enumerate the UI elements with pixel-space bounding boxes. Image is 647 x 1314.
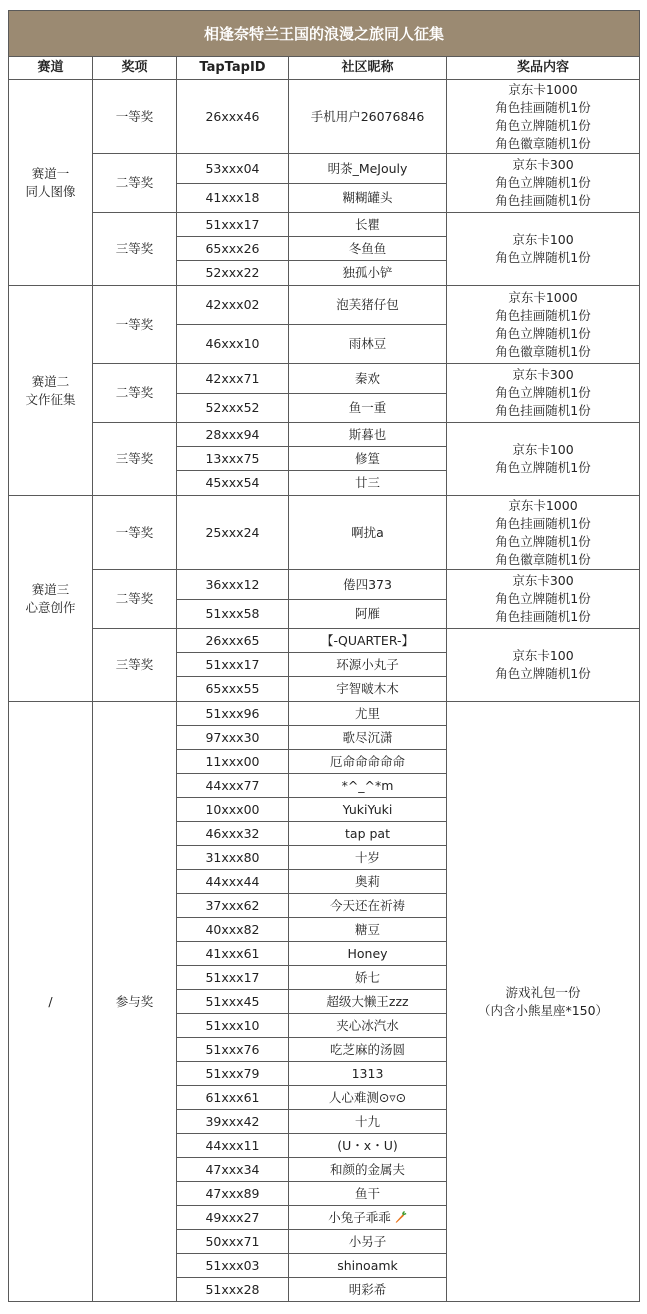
taptap-id-cell: 44xxx44	[177, 870, 289, 894]
taptap-id-cell: 44xxx77	[177, 774, 289, 798]
winners-table	[8, 10, 640, 1302]
prize-cell	[447, 154, 640, 213]
taptap-id-cell: 52xxx22	[177, 261, 289, 286]
nickname-cell: 倦四373	[289, 570, 447, 600]
award-cell: 三等奖	[93, 213, 177, 286]
nickname-text: 人心难测⊙▿⊙	[328, 1089, 407, 1105]
nickname-cell	[289, 1230, 447, 1254]
taptap-id-cell: 51xxx96	[177, 702, 289, 726]
taptap-id-cell: 51xxx03	[177, 1254, 289, 1278]
nickname-cell	[289, 774, 447, 798]
taptap-id-cell: 51xxx17	[177, 653, 289, 677]
table-row	[9, 629, 640, 653]
nickname-cell	[289, 846, 447, 870]
taptap-id-cell: 45xxx54	[177, 471, 289, 496]
taptap-id-cell: 44xxx11	[177, 1134, 289, 1158]
taptap-id-cell: 49xxx27	[177, 1206, 289, 1230]
table-row	[9, 423, 640, 447]
nickname-cell: 明茶_MeJouly	[289, 154, 447, 184]
taptap-id-cell: 65xxx26	[177, 237, 289, 261]
taptap-id-cell: 51xxx79	[177, 1062, 289, 1086]
taptap-id-cell: 40xxx82	[177, 918, 289, 942]
taptap-id-cell: 36xxx12	[177, 570, 289, 600]
taptap-id-cell: 51xxx17	[177, 966, 289, 990]
prize-cell-line: 角色立牌随机1份	[495, 666, 591, 681]
nickname-cell	[289, 1134, 447, 1158]
nickname-text: 吃芝麻的汤圆	[329, 1041, 405, 1057]
award-cell: 参与奖	[93, 702, 177, 1302]
prize-cell-line: 角色立牌随机1份	[495, 325, 591, 341]
prize-cell	[447, 629, 640, 702]
header-award: 奖项	[93, 57, 177, 80]
nickname-cell	[289, 1206, 447, 1230]
taptap-id-cell: 10xxx00	[177, 798, 289, 822]
prize-cell	[447, 80, 640, 154]
nickname-text: 鱼干	[354, 1185, 380, 1201]
taptap-id-cell: 39xxx42	[177, 1110, 289, 1134]
nickname-cell: 独孤小铲	[289, 261, 447, 286]
nickname-text: 夹心冰汽水	[336, 1017, 399, 1033]
prize-cell-line: 角色立牌随机1份	[495, 533, 591, 549]
prize-cell	[447, 570, 640, 629]
nickname-text: (U・x・U)	[337, 1137, 398, 1153]
track-cell-line: 同人图像	[25, 183, 76, 199]
nickname-cell: 斯暮也	[289, 423, 447, 447]
nickname-cell	[289, 798, 447, 822]
nickname-text: 十岁	[354, 849, 380, 865]
taptap-id-cell: 51xxx45	[177, 990, 289, 1014]
taptap-id-cell: 28xxx94	[177, 423, 289, 447]
track-cell-line: 赛道一	[31, 165, 70, 181]
nickname-text: 小兔子乖乖	[328, 1209, 391, 1225]
track-cell-line: 心意创作	[25, 599, 76, 615]
award-cell: 一等奖	[93, 80, 177, 154]
prize-cell-line: 京东卡100	[512, 232, 574, 247]
nickname-cell: 环源小丸子	[289, 653, 447, 677]
nickname-cell: 宇智啵木木	[289, 677, 447, 702]
nickname-cell: 【-QUARTER-】	[289, 629, 447, 653]
nickname-cell: 廿三	[289, 471, 447, 496]
nickname-cell	[289, 1254, 447, 1278]
taptap-id-cell: 26xxx65	[177, 629, 289, 653]
nickname-text: 奥莉	[354, 873, 380, 889]
prize-cell-line: 京东卡1000	[508, 289, 578, 305]
prize-cell	[447, 423, 640, 496]
prize-cell-line: （内含小熊星座*150）	[477, 1002, 609, 1018]
taptap-id-cell: 65xxx55	[177, 677, 289, 702]
award-cell: 三等奖	[93, 423, 177, 496]
prize-cell-line: 角色立牌随机1份	[495, 460, 591, 475]
taptap-id-cell: 51xxx28	[177, 1278, 289, 1302]
award-cell: 一等奖	[93, 496, 177, 570]
nickname-cell: 啊扰a	[289, 496, 447, 570]
nickname-text: 今天还在祈祷	[329, 897, 405, 913]
nickname-text: 歌尽沉潇	[342, 729, 393, 745]
nickname-cell	[289, 966, 447, 990]
track-cell-line: 文作征集	[25, 391, 76, 407]
prize-cell-line: 角色挂画随机1份	[495, 193, 591, 208]
taptap-id-cell: 51xxx17	[177, 213, 289, 237]
nickname-cell: 雨林豆	[289, 325, 447, 364]
nickname-text: 娇七	[354, 969, 380, 985]
taptap-id-cell: 46xxx32	[177, 822, 289, 846]
prize-cell-line: 京东卡1000	[508, 81, 578, 97]
track-cell	[9, 496, 93, 702]
nickname-cell: 糊糊罐头	[289, 184, 447, 213]
nickname-text: 尤里	[354, 705, 380, 721]
award-cell: 三等奖	[93, 629, 177, 702]
nickname-cell	[289, 1278, 447, 1302]
taptap-id-cell: 41xxx61	[177, 942, 289, 966]
taptap-id-cell: 42xxx71	[177, 364, 289, 394]
nickname-text: YukiYuki	[342, 801, 393, 817]
prize-cell-line: 角色挂画随机1份	[495, 515, 591, 531]
taptap-id-cell: 52xxx52	[177, 394, 289, 423]
nickname-cell	[289, 1086, 447, 1110]
nickname-cell: 修篁	[289, 447, 447, 471]
award-cell: 一等奖	[93, 286, 177, 364]
header-taptap-id: TapTapID	[177, 57, 289, 80]
prize-cell-line: 角色徽章随机1份	[495, 551, 591, 567]
table-title: 相逢奈特兰王国的浪漫之旅同人征集	[9, 11, 640, 57]
taptap-id-cell: 13xxx75	[177, 447, 289, 471]
prize-cell-line: 角色立牌随机1份	[495, 591, 591, 606]
prize-cell	[447, 364, 640, 423]
award-cell: 二等奖	[93, 364, 177, 423]
prize-cell-line: 京东卡100	[512, 442, 574, 457]
prize-cell-line: 角色立牌随机1份	[495, 117, 591, 133]
table-row	[9, 213, 640, 237]
prize-cell	[447, 286, 640, 364]
taptap-id-cell: 42xxx02	[177, 286, 289, 325]
nickname-text: 超级大懒王zzz	[326, 993, 409, 1009]
prize-cell-line: 游戏礼包一份	[505, 984, 581, 1000]
taptap-id-cell: 47xxx34	[177, 1158, 289, 1182]
taptap-id-cell: 11xxx00	[177, 750, 289, 774]
taptap-id-cell: 53xxx04	[177, 154, 289, 184]
header-track: 赛道	[9, 57, 93, 80]
taptap-id-cell: 31xxx80	[177, 846, 289, 870]
track-cell	[9, 80, 93, 286]
prize-cell-line: 角色挂画随机1份	[495, 403, 591, 418]
taptap-id-cell: 37xxx62	[177, 894, 289, 918]
prize-cell-line: 角色挂画随机1份	[495, 99, 591, 115]
track-cell	[9, 286, 93, 496]
table-row	[9, 570, 640, 600]
prize-list	[8, 10, 639, 1302]
nickname-text: 小另子	[348, 1233, 387, 1249]
track-cell: /	[9, 702, 93, 1302]
nickname-cell	[289, 1158, 447, 1182]
prize-cell-line: 京东卡300	[512, 573, 574, 588]
taptap-id-cell: 61xxx61	[177, 1086, 289, 1110]
table-row	[9, 80, 640, 154]
taptap-id-cell: 46xxx10	[177, 325, 289, 364]
taptap-id-cell: 25xxx24	[177, 496, 289, 570]
nickname-cell	[289, 726, 447, 750]
nickname-cell: 长瞿	[289, 213, 447, 237]
nickname-cell: 冬鱼鱼	[289, 237, 447, 261]
nickname-cell	[289, 942, 447, 966]
prize-cell	[447, 496, 640, 570]
nickname-text: 糖豆	[354, 921, 380, 937]
nickname-cell	[289, 894, 447, 918]
nickname-cell	[289, 1014, 447, 1038]
taptap-id-cell: 47xxx89	[177, 1182, 289, 1206]
prize-cell	[447, 702, 640, 1302]
nickname-text: 1313	[351, 1065, 384, 1081]
carrot-icon	[393, 1210, 407, 1224]
header-prize: 奖品内容	[447, 57, 640, 80]
nickname-text: 明彩希	[348, 1281, 387, 1297]
table-row	[9, 496, 640, 570]
table-row	[9, 702, 640, 726]
prize-cell-line: 角色徽章随机1份	[495, 343, 591, 359]
nickname-cell: 鱼一重	[289, 394, 447, 423]
taptap-id-cell: 51xxx76	[177, 1038, 289, 1062]
award-cell: 二等奖	[93, 570, 177, 629]
nickname-cell	[289, 822, 447, 846]
table-row	[9, 286, 640, 325]
header-nickname: 社区昵称	[289, 57, 447, 80]
nickname-cell	[289, 1110, 447, 1134]
prize-cell-line: 京东卡100	[512, 648, 574, 663]
nickname-text: 十九	[354, 1113, 380, 1129]
award-cell: 二等奖	[93, 154, 177, 213]
prize-cell-line: 角色挂画随机1份	[495, 307, 591, 323]
nickname-cell	[289, 1182, 447, 1206]
track-cell-line: 赛道三	[31, 581, 70, 597]
table-row	[9, 364, 640, 394]
nickname-cell: 秦欢	[289, 364, 447, 394]
prize-cell-line: 角色挂画随机1份	[495, 609, 591, 624]
taptap-id-cell: 26xxx46	[177, 80, 289, 154]
taptap-id-cell: 51xxx10	[177, 1014, 289, 1038]
title-row	[9, 11, 640, 57]
table-row	[9, 154, 640, 184]
prize-cell-line: 京东卡300	[512, 367, 574, 382]
nickname-text: tap pat	[345, 825, 390, 841]
nickname-text: 厄命命命命命	[329, 753, 405, 769]
taptap-id-cell: 41xxx18	[177, 184, 289, 213]
nickname-cell	[289, 990, 447, 1014]
prize-cell-line: 角色立牌随机1份	[495, 250, 591, 265]
nickname-cell	[289, 702, 447, 726]
taptap-id-cell: 51xxx58	[177, 600, 289, 629]
nickname-cell	[289, 750, 447, 774]
taptap-id-cell: 50xxx71	[177, 1230, 289, 1254]
nickname-cell	[289, 1062, 447, 1086]
nickname-text: 和颜的金属夫	[329, 1161, 405, 1177]
nickname-text: shinoamk	[337, 1257, 398, 1273]
nickname-cell	[289, 1038, 447, 1062]
nickname-cell: 手机用户26076846	[289, 80, 447, 154]
nickname-cell	[289, 918, 447, 942]
prize-cell-line: 角色立牌随机1份	[495, 175, 591, 190]
header-row	[9, 57, 640, 80]
nickname-cell	[289, 870, 447, 894]
nickname-cell: 泡芙猪仔包	[289, 286, 447, 325]
prize-cell-line: 京东卡300	[512, 157, 574, 172]
prize-cell	[447, 213, 640, 286]
nickname-text: *^_^*m	[341, 777, 394, 793]
nickname-text: Honey	[347, 945, 388, 961]
taptap-id-cell: 97xxx30	[177, 726, 289, 750]
prize-cell-line: 京东卡1000	[508, 497, 578, 513]
track-cell-line: 赛道二	[31, 373, 70, 389]
prize-cell-line: 角色徽章随机1份	[495, 135, 591, 151]
prize-cell-line: 角色立牌随机1份	[495, 385, 591, 400]
nickname-cell: 阿雁	[289, 600, 447, 629]
